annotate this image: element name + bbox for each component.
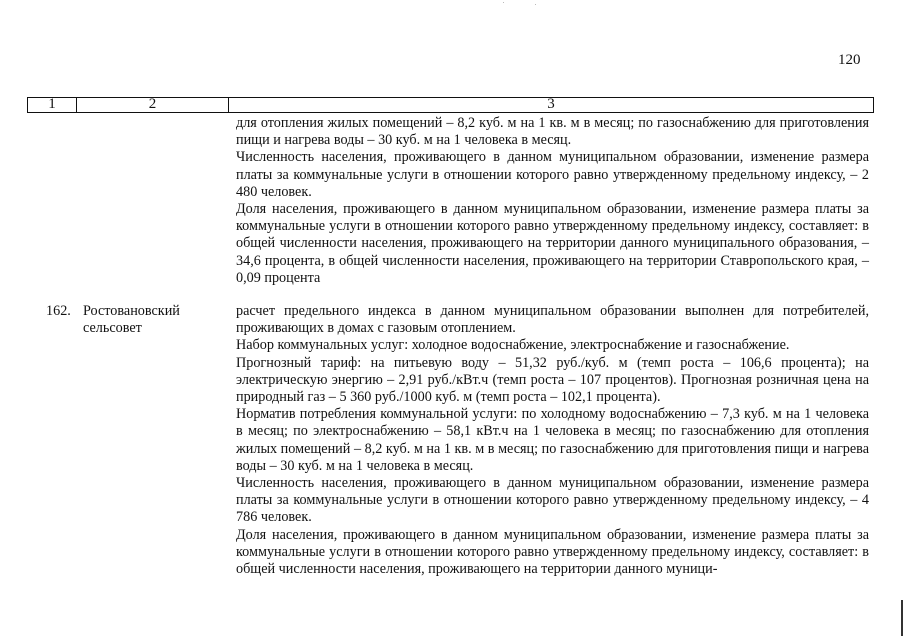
entry-paragraph-3: Прогнозный тариф: на питьевую воду – 51,32 руб./куб. м (темп роста – 106,6 процента); на электрическую энергию – 2,91 руб./кВт.ч (темп роста – 107 процентов). Прогнозная розничная цена на природный газ – 5 360 руб./1000 куб. м (темп роста – 102,1 процента). bbox=[236, 354, 869, 406]
entry-name bbox=[83, 303, 223, 337]
scan-edge-mark bbox=[901, 600, 903, 636]
entry-paragraph-2: Набор коммунальных услуг: холодное водоснабжение, электроснабжение и газоснабжение. bbox=[236, 337, 790, 354]
table-header-col-1: 1 bbox=[28, 98, 77, 112]
entry-paragraph-6: Доля населения, проживающего в данном муниципальном образовании, изменение размера платы за коммунальные услуги в отношении которого равно утвержденному предельному индексу, составляет: в общей численности населения, проживающего на территории данного муници- bbox=[236, 526, 869, 578]
scan-speck bbox=[535, 4, 536, 5]
continuation-paragraph-2: Численность населения, проживающего в данном муниципальном образовании, изменение размера платы за коммунальные услуги в отношении которого равно утвержденному предельному индексу, – 2 480 человек. bbox=[236, 149, 869, 200]
entry-paragraph-4: Норматив потребления коммунальной услуги: по холодному водоснабжению – 7,3 куб. м на 1 человека в месяц; по электроснабжению – 58,1 кВт.ч на 1 человека в месяц; по газоснабжению для отопления жилых помещений – 8,2 куб. м на 1 кв. м в месяц; по газоснабжению для приготовления пищи и нагрева воды – 30 куб. м на 1 человека в месяц. bbox=[236, 406, 869, 474]
table-header-row bbox=[27, 97, 874, 113]
entry-name-line-2: сельсовет bbox=[83, 320, 142, 337]
entry-number: 162. bbox=[46, 303, 71, 319]
table-header-col-3: 3 bbox=[547, 96, 555, 112]
table-header-col-2: 2 bbox=[77, 98, 229, 112]
continuation-paragraph-3: Доля населения, проживающего в данном муниципальном образовании, изменение размера платы за коммунальные услуги в отношении которого равно утвержденному предельному индексу, составляет: в общей численности населения, проживающего на территории данного муниципального образования, – 34,6 процента, в общей численности населения, проживающего на территории Ставропольского края, – 0,09 процента bbox=[236, 201, 869, 286]
page-number: 120 bbox=[838, 52, 861, 68]
entry-text-block bbox=[236, 303, 869, 578]
entry-name-line-1: Ростовановский bbox=[83, 303, 180, 319]
scan-speck bbox=[503, 2, 504, 3]
continuation-paragraph-1: для отопления жилых помещений – 8,2 куб. м на 1 кв. м в месяц; по газоснабжению для приготовления пищи и нагрева воды – 30 куб. м на 1 человека в месяц. bbox=[236, 115, 869, 149]
continuation-text-block bbox=[236, 115, 869, 287]
entry-paragraph-5: Численность населения, проживающего в данном муниципальном образовании, изменение размера платы за коммунальные услуги в отношении которого равно утвержденному предельному индексу, – 4 786 человек. bbox=[236, 475, 869, 526]
entry-paragraph-1: расчет предельного индекса в данном муниципальном образовании выполнен для потребителей, проживающих в домах с газовым отоплением. bbox=[236, 303, 869, 337]
